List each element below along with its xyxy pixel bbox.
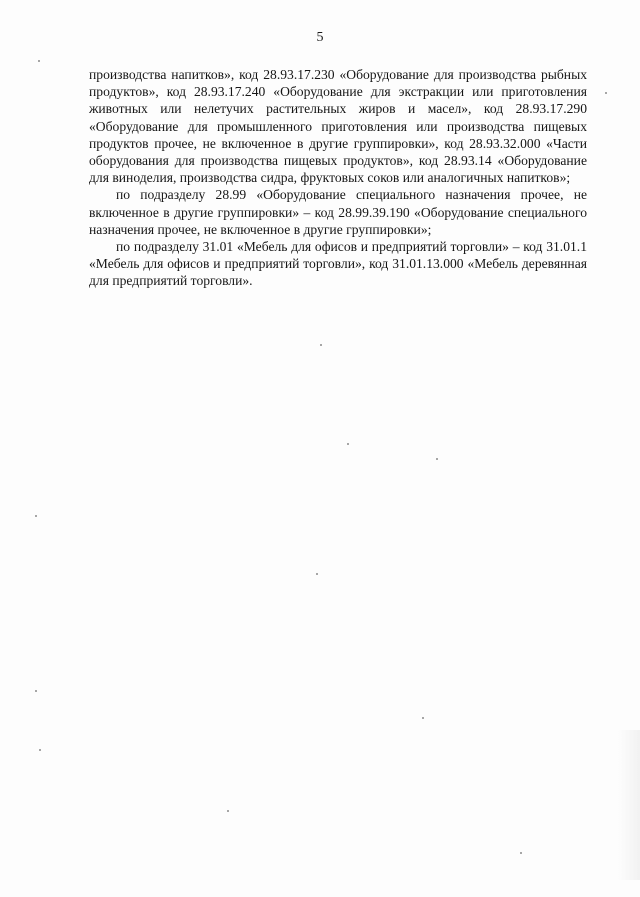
page-number: 5: [316, 30, 324, 45]
scan-speck: [320, 344, 322, 346]
scan-speck: [227, 810, 229, 812]
scan-speck: [347, 443, 349, 445]
scan-speck: [436, 458, 438, 460]
scan-speck: [35, 690, 37, 692]
scan-speck: [520, 852, 522, 854]
paragraph-subsection-28-99: по подразделу 28.99 «Оборудование специального назначения прочее, не включенное в другие группировки» – код 28.99.39.190 «Оборудование специального назначения прочее, не включенное в другие группировки»;: [89, 187, 587, 237]
paragraph-continuation: производства напитков», код 28.93.17.230 «Оборудование для производства рыбных продуктов», код 28.93.17.240 «Оборудование для экстракции или приготовления животных или нелетучих растительных жиров и масел», код 28.93.17.290 «Оборудование для промышленного приготовления или производства пищевых продуктов прочее, не включенное в другие группировки», код 28.93.32.000 «Части оборудования для производства пищевых продуктов», код 28.93.14 «Оборудование для виноделия, производства сидра, фруктовых соков или аналогичных напитков»;: [89, 67, 587, 186]
paragraph-subsection-31-01: по подразделу 31.01 «Мебель для офисов и предприятий торговли» – код 31.01.1 «Мебель для офисов и предприятий торговли», код 31.01.13.000 «Мебель деревянная для предприятий торговли».: [89, 239, 587, 289]
scan-speck: [38, 60, 40, 62]
scan-edge-shading: [618, 730, 640, 880]
scan-speck: [39, 749, 41, 751]
scan-speck: [316, 573, 318, 575]
scan-speck: [605, 92, 607, 94]
document-body: [89, 66, 587, 290]
scan-speck: [422, 717, 424, 719]
scan-speck: [35, 515, 37, 517]
